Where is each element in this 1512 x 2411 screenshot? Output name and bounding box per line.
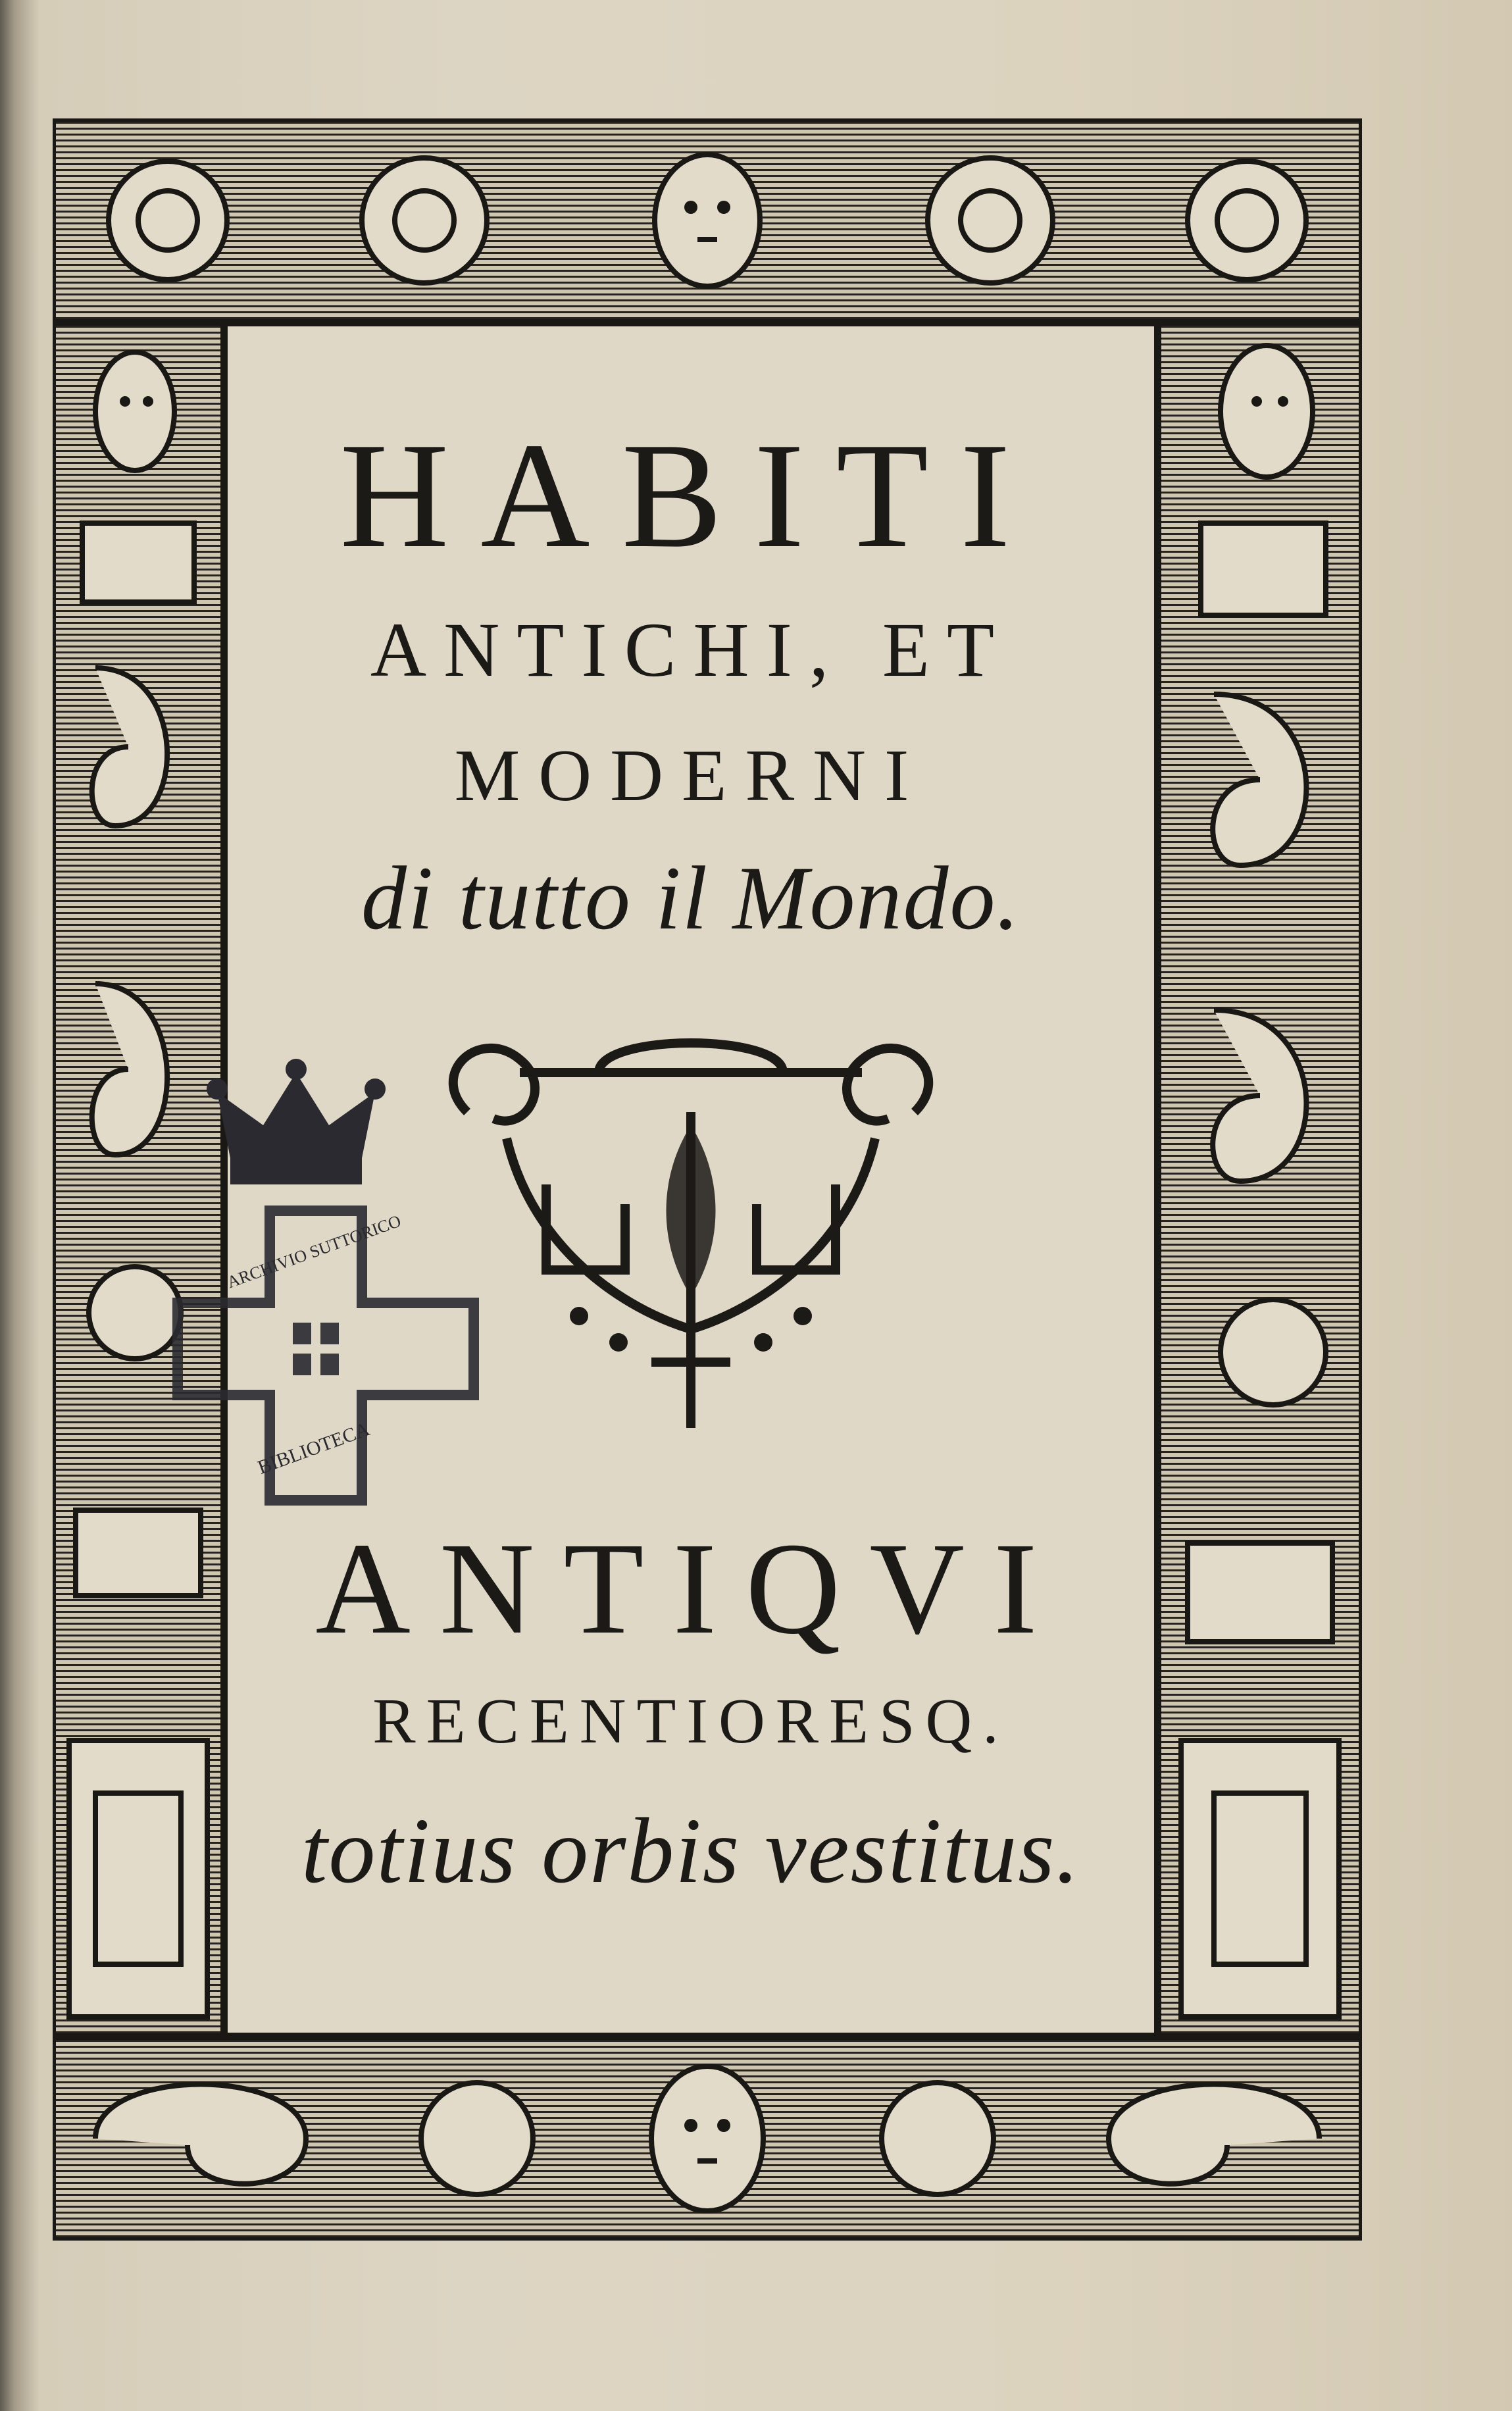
title-moderni: MODERNI: [454, 735, 928, 817]
title-di-tutto-il-mondo: di tutto il Mondo.: [361, 848, 1021, 948]
right-caryatid-pillar: [1158, 322, 1362, 2037]
title-totius-orbis-vestitus: totius orbis vestitus.: [301, 1798, 1081, 1902]
title-recentioresq: RECENTIORESQ.: [372, 1686, 1009, 1757]
stamp-text-bottom: BIBLIOTECA: [255, 1418, 373, 1479]
bottom-woodcut-border: [53, 2037, 1362, 2241]
title-habiti: HABITI: [340, 411, 1042, 579]
top-woodcut-border: [53, 118, 1362, 322]
crown-stamp-icon: [207, 1059, 386, 1184]
top-scroll-ornament: [56, 122, 1359, 319]
library-stamp: [164, 1053, 533, 1540]
title-antichi-et: ANTICHI, ET: [370, 607, 1012, 693]
title-antiqvi: ANTIQVI: [315, 1516, 1067, 1662]
bottom-scroll-ornament: [56, 2040, 1359, 2237]
right-pillar-ornament: [1161, 326, 1359, 2033]
stamp-text-top: ARCHIVIO SUTTORICO: [224, 1211, 404, 1292]
